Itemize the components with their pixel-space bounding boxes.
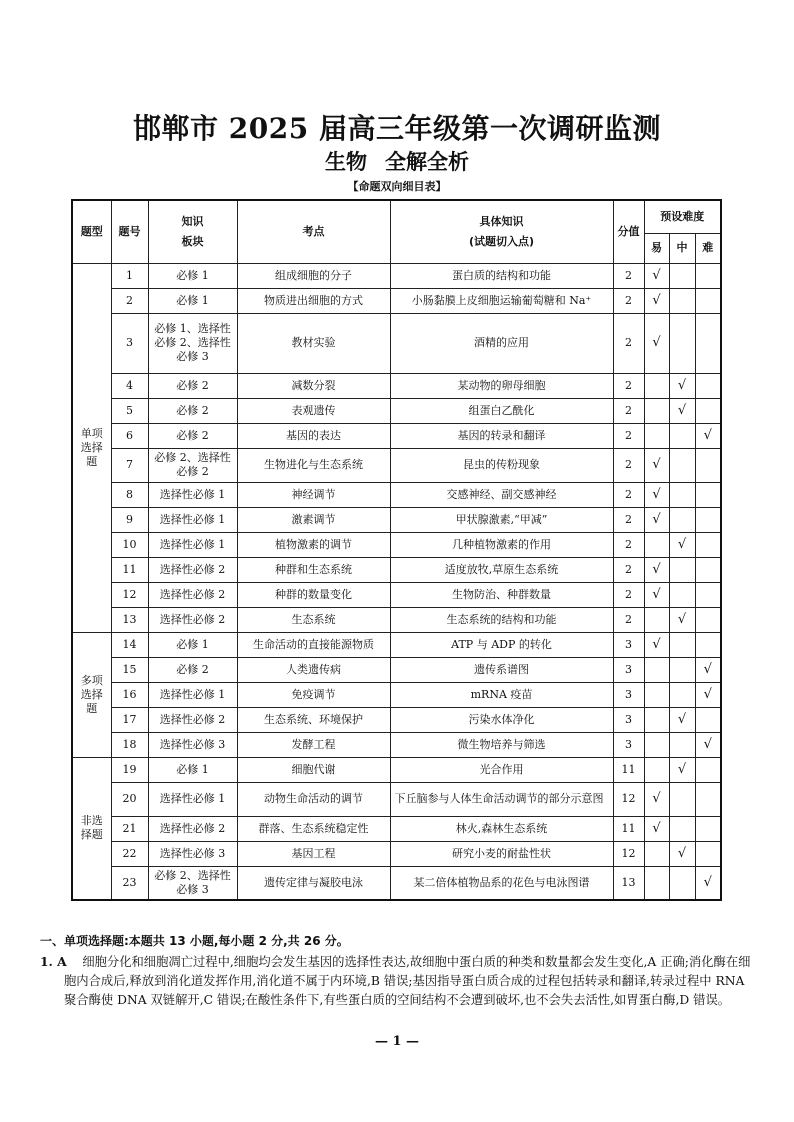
question-number: 12 xyxy=(111,582,148,607)
difficulty-hard xyxy=(695,682,721,707)
knowledge-module-line: 选择性必修 2 xyxy=(159,587,226,601)
difficulty-easy xyxy=(644,866,669,900)
section-heading: 一、单项选择题:本题共 13 小题,每小题 2 分,共 26 分。 xyxy=(40,934,349,948)
knowledge-module-line: 必修 1、选择性 xyxy=(154,322,231,335)
specific-knowledge: 适度放牧,草原生态系统 xyxy=(390,557,613,582)
difficulty-medium xyxy=(669,707,695,732)
table-row xyxy=(72,732,721,757)
specific-knowledge: 遗传系谱图 xyxy=(390,657,613,682)
difficulty-hard xyxy=(695,423,721,448)
header-knowledge-line2: (试题切入点) xyxy=(468,234,535,248)
exam-point: 群落、生态系统稳定性 xyxy=(237,816,390,841)
table-row xyxy=(72,816,721,841)
table-row xyxy=(72,841,721,866)
knowledge-module xyxy=(148,507,237,532)
difficulty-hard xyxy=(695,288,721,313)
header-module-line2: 板块 xyxy=(181,234,204,248)
check-mark-icon: √ xyxy=(677,711,687,727)
difficulty-hard xyxy=(695,398,721,423)
score-value: 2 xyxy=(613,398,644,423)
check-mark-icon: √ xyxy=(652,586,661,602)
table-row xyxy=(72,657,721,682)
knowledge-module-line: 必修 2 xyxy=(176,403,209,417)
specific-knowledge: 光合作用 xyxy=(390,757,613,782)
knowledge-module xyxy=(148,657,237,682)
specific-knowledge: 生态系统的结构和功能 xyxy=(390,607,613,632)
difficulty-easy xyxy=(644,507,669,532)
difficulty-hard xyxy=(695,732,721,757)
difficulty-easy xyxy=(644,482,669,507)
specific-knowledge: 污染水体净化 xyxy=(390,707,613,732)
difficulty-easy xyxy=(644,732,669,757)
check-mark-icon: √ xyxy=(703,686,712,702)
exam-point: 基因的表达 xyxy=(237,423,390,448)
difficulty-medium xyxy=(669,607,695,632)
header-score: 分值 xyxy=(613,200,644,263)
specific-knowledge: 林火,森林生态系统 xyxy=(390,816,613,841)
score-value: 2 xyxy=(613,448,644,482)
check-mark-icon: √ xyxy=(677,761,687,777)
exam-point: 遗传定律与凝胶电泳 xyxy=(237,866,390,900)
check-mark-icon: √ xyxy=(703,736,712,752)
question-number: 18 xyxy=(111,732,148,757)
table-caption: 【命题双向细目表】 xyxy=(347,180,447,193)
question-number: 6 xyxy=(111,423,148,448)
difficulty-medium xyxy=(669,398,695,423)
specific-knowledge: 下丘脑参与人体生命活动调节的部分示意图 xyxy=(390,782,613,816)
score-value: 2 xyxy=(613,532,644,557)
section-type-label: 选择 xyxy=(80,687,103,701)
knowledge-module xyxy=(148,398,237,423)
difficulty-hard xyxy=(695,448,721,482)
difficulty-hard xyxy=(695,482,721,507)
score-value: 2 xyxy=(613,263,644,288)
check-mark-icon: √ xyxy=(652,335,661,350)
knowledge-module-line: 选择性必修 3 xyxy=(159,737,226,751)
question-number: 10 xyxy=(111,532,148,557)
difficulty-easy xyxy=(644,607,669,632)
exam-point: 物质进出细胞的方式 xyxy=(237,288,390,313)
difficulty-hard xyxy=(695,607,721,632)
knowledge-module-line: 必修 1 xyxy=(176,268,209,282)
score-value: 2 xyxy=(613,607,644,632)
question-number: 2 xyxy=(111,288,148,313)
check-mark-icon: √ xyxy=(703,427,712,443)
section-type-cell xyxy=(72,757,111,900)
question-number: 23 xyxy=(111,866,148,900)
specific-knowledge: 蛋白质的结构和功能 xyxy=(390,263,613,288)
exam-point: 生态系统 xyxy=(237,607,390,632)
answer-text: 细胞分化和细胞凋亡过程中,细胞均会发生基因的选择性表达,故细胞中蛋白质的种类和数量都会发生变化,A 正确;消化酶在细胞内合成后,释放到消化道发挥作用,消化道不属于内环境,B 错误;基因指导蛋白质合成的过程包括转录和翻译,转录过程中 RNA 聚合酶使 DNA 双链解开,C 错误;在酸性条件下,有些蛋白质的空间结构不会遭到破坏,也不会失去活性,如胃蛋白酶,D 错误。 xyxy=(64,955,751,1008)
difficulty-easy xyxy=(644,816,669,841)
section-type-cell xyxy=(72,632,111,757)
specific-knowledge: mRNA 疫苗 xyxy=(390,682,613,707)
knowledge-module-line: 选择性必修 1 xyxy=(159,487,226,501)
specific-knowledge: 几种植物激素的作用 xyxy=(390,532,613,557)
difficulty-easy xyxy=(644,682,669,707)
header-module-line1: 知识 xyxy=(181,214,204,228)
question-number: 19 xyxy=(111,757,148,782)
difficulty-medium xyxy=(669,841,695,866)
section-type-label: 题 xyxy=(86,454,98,468)
exam-point: 植物激素的调节 xyxy=(237,532,390,557)
difficulty-easy xyxy=(644,657,669,682)
score-value: 2 xyxy=(613,557,644,582)
difficulty-medium xyxy=(669,657,695,682)
knowledge-module xyxy=(148,423,237,448)
specific-knowledge: 生物防治、种群数量 xyxy=(390,582,613,607)
difficulty-hard xyxy=(695,816,721,841)
difficulty-medium xyxy=(669,373,695,398)
difficulty-hard xyxy=(695,866,721,900)
score-value: 3 xyxy=(613,632,644,657)
score-value: 2 xyxy=(613,288,644,313)
specific-knowledge: 交感神经、副交感神经 xyxy=(390,482,613,507)
header-easy: 易 xyxy=(644,233,669,263)
check-mark-icon: √ xyxy=(652,561,661,577)
exam-point: 基因工程 xyxy=(237,841,390,866)
check-mark-icon: √ xyxy=(652,636,661,652)
difficulty-easy xyxy=(644,532,669,557)
score-value: 2 xyxy=(613,423,644,448)
knowledge-module xyxy=(148,732,237,757)
table-row xyxy=(72,682,721,707)
knowledge-module xyxy=(148,782,237,816)
knowledge-module-line: 选择性必修 3 xyxy=(159,846,226,860)
table-body xyxy=(72,263,721,900)
question-number: 14 xyxy=(111,632,148,657)
exam-point: 激素调节 xyxy=(237,507,390,532)
difficulty-easy xyxy=(644,782,669,816)
subtitle-subject: 生物 xyxy=(325,149,367,174)
exam-point: 细胞代谢 xyxy=(237,757,390,782)
difficulty-easy xyxy=(644,757,669,782)
exam-point: 发酵工程 xyxy=(237,732,390,757)
difficulty-hard xyxy=(695,707,721,732)
difficulty-medium xyxy=(669,866,695,900)
table-row xyxy=(72,373,721,398)
specific-knowledge: 昆虫的传粉现象 xyxy=(390,448,613,482)
specific-knowledge: ATP 与 ADP 的转化 xyxy=(390,632,613,657)
specific-knowledge: 某二倍体植物品系的花色与电泳图谱 xyxy=(390,866,613,900)
difficulty-easy xyxy=(644,557,669,582)
difficulty-hard xyxy=(695,632,721,657)
knowledge-module-line: 选择性必修 2 xyxy=(159,562,226,576)
check-mark-icon: √ xyxy=(677,611,687,627)
exam-point: 生态系统、环境保护 xyxy=(237,707,390,732)
difficulty-medium xyxy=(669,482,695,507)
specific-knowledge: 酒精的应用 xyxy=(390,313,613,373)
exam-point: 教材实验 xyxy=(237,313,390,373)
check-mark-icon: √ xyxy=(652,791,661,806)
knowledge-module-line: 选择性必修 1 xyxy=(159,687,226,701)
score-value: 3 xyxy=(613,657,644,682)
knowledge-module xyxy=(148,482,237,507)
check-mark-icon: √ xyxy=(677,536,687,552)
difficulty-hard xyxy=(695,373,721,398)
question-number: 13 xyxy=(111,607,148,632)
question-number: 7 xyxy=(111,448,148,482)
check-mark-icon: √ xyxy=(652,820,661,836)
header-hard: 难 xyxy=(695,233,721,263)
knowledge-module xyxy=(148,557,237,582)
header-medium: 中 xyxy=(669,233,695,263)
difficulty-easy xyxy=(644,707,669,732)
table-row xyxy=(72,507,721,532)
header-knowledge xyxy=(390,200,613,263)
exam-point: 生物进化与生态系统 xyxy=(237,448,390,482)
specification-table xyxy=(71,199,722,901)
difficulty-medium xyxy=(669,582,695,607)
header-difficulty: 预设难度 xyxy=(644,200,721,233)
exam-point: 表观遗传 xyxy=(237,398,390,423)
subtitle-kind: 全解全析 xyxy=(385,149,469,174)
knowledge-module xyxy=(148,816,237,841)
difficulty-hard xyxy=(695,841,721,866)
difficulty-easy xyxy=(644,841,669,866)
knowledge-module xyxy=(148,607,237,632)
difficulty-medium xyxy=(669,816,695,841)
table-row xyxy=(72,557,721,582)
table-row xyxy=(72,482,721,507)
knowledge-module-line: 必修 1 xyxy=(176,293,209,307)
difficulty-medium xyxy=(669,557,695,582)
difficulty-medium xyxy=(669,448,695,482)
difficulty-hard xyxy=(695,757,721,782)
difficulty-hard xyxy=(695,313,721,373)
knowledge-module-line: 选择性必修 1 xyxy=(159,512,226,526)
question-number: 21 xyxy=(111,816,148,841)
table-row xyxy=(72,707,721,732)
difficulty-easy xyxy=(644,582,669,607)
header-type: 题型 xyxy=(72,200,111,263)
header-knowledge-line1: 具体知识 xyxy=(479,214,524,228)
difficulty-easy xyxy=(644,448,669,482)
question-number: 15 xyxy=(111,657,148,682)
question-number: 1 xyxy=(111,263,148,288)
knowledge-module-line: 必修 2、选择性 xyxy=(154,451,231,464)
table-row xyxy=(72,288,721,313)
question-number: 8 xyxy=(111,482,148,507)
exam-point: 人类遗传病 xyxy=(237,657,390,682)
exam-point: 生命活动的直接能源物质 xyxy=(237,632,390,657)
table-row xyxy=(72,313,721,373)
table-row xyxy=(72,607,721,632)
specific-knowledge: 某动物的卵母细胞 xyxy=(390,373,613,398)
section-type-label: 择题 xyxy=(80,828,103,842)
difficulty-easy xyxy=(644,313,669,373)
section-type-cell xyxy=(72,263,111,632)
question-number: 16 xyxy=(111,682,148,707)
knowledge-module xyxy=(148,682,237,707)
knowledge-module-line: 选择性必修 2 xyxy=(159,821,226,835)
difficulty-hard xyxy=(695,657,721,682)
difficulty-easy xyxy=(644,632,669,657)
section-type-label: 单项 xyxy=(80,426,103,440)
score-value: 2 xyxy=(613,482,644,507)
answer-explanation xyxy=(40,952,760,1011)
difficulty-medium xyxy=(669,507,695,532)
knowledge-module-line: 必修 2 xyxy=(176,662,209,676)
check-mark-icon: √ xyxy=(703,661,712,677)
score-value: 2 xyxy=(613,507,644,532)
table-row xyxy=(72,448,721,482)
knowledge-module-line: 必修 2 xyxy=(176,465,209,478)
question-number: 4 xyxy=(111,373,148,398)
difficulty-hard xyxy=(695,507,721,532)
knowledge-module xyxy=(148,288,237,313)
table-row xyxy=(72,782,721,816)
header-number: 题号 xyxy=(111,200,148,263)
difficulty-medium xyxy=(669,423,695,448)
table-row xyxy=(72,263,721,288)
score-value: 12 xyxy=(613,782,644,816)
exam-point: 组成细胞的分子 xyxy=(237,263,390,288)
difficulty-hard xyxy=(695,557,721,582)
document-subtitle xyxy=(0,146,794,176)
score-value: 2 xyxy=(613,313,644,373)
specific-knowledge: 基因的转录和翻译 xyxy=(390,423,613,448)
score-value: 11 xyxy=(613,757,644,782)
document-title: 邯郸市 2025 届高三年级第一次调研监测 xyxy=(133,112,661,145)
difficulty-easy xyxy=(644,398,669,423)
score-value: 2 xyxy=(613,582,644,607)
knowledge-module-line: 必修 2、选择性 xyxy=(154,336,231,349)
section-type-label: 非选 xyxy=(80,814,103,828)
difficulty-easy xyxy=(644,288,669,313)
question-number: 9 xyxy=(111,507,148,532)
difficulty-easy xyxy=(644,263,669,288)
specific-knowledge: 组蛋白乙酰化 xyxy=(390,398,613,423)
knowledge-module-line: 必修 2、选择性 xyxy=(154,868,231,882)
knowledge-module-line: 选择性必修 1 xyxy=(159,792,226,805)
table-row xyxy=(72,423,721,448)
difficulty-hard xyxy=(695,263,721,288)
score-value: 3 xyxy=(613,707,644,732)
question-number: 3 xyxy=(111,313,148,373)
header-module xyxy=(148,200,237,263)
score-value: 11 xyxy=(613,816,644,841)
section-type-label: 多项 xyxy=(80,673,103,687)
knowledge-module-line: 选择性必修 2 xyxy=(159,612,226,626)
specific-knowledge: 研究小麦的耐盐性状 xyxy=(390,841,613,866)
difficulty-medium xyxy=(669,732,695,757)
table-row xyxy=(72,632,721,657)
table-row xyxy=(72,532,721,557)
knowledge-module-line: 选择性必修 1 xyxy=(159,537,226,551)
check-mark-icon: √ xyxy=(652,267,661,283)
knowledge-module xyxy=(148,373,237,398)
difficulty-hard xyxy=(695,532,721,557)
exam-point: 种群和生态系统 xyxy=(237,557,390,582)
difficulty-medium xyxy=(669,288,695,313)
knowledge-module xyxy=(148,532,237,557)
knowledge-module xyxy=(148,866,237,900)
difficulty-medium xyxy=(669,263,695,288)
score-value: 13 xyxy=(613,866,644,900)
difficulty-hard xyxy=(695,782,721,816)
specific-knowledge: 甲状腺激素,“甲减” xyxy=(390,507,613,532)
question-number: 20 xyxy=(111,782,148,816)
difficulty-medium xyxy=(669,632,695,657)
knowledge-module xyxy=(148,263,237,288)
score-value: 3 xyxy=(613,732,644,757)
knowledge-module xyxy=(148,313,237,373)
answer-label: 1. A xyxy=(40,954,67,969)
table-row xyxy=(72,398,721,423)
difficulty-easy xyxy=(644,423,669,448)
exam-point: 种群的数量变化 xyxy=(237,582,390,607)
check-mark-icon: √ xyxy=(652,292,661,308)
table-row xyxy=(72,582,721,607)
difficulty-medium xyxy=(669,682,695,707)
knowledge-module-line: 必修 1 xyxy=(176,762,209,776)
check-mark-icon: √ xyxy=(677,845,687,861)
knowledge-module-line: 必修 3 xyxy=(176,350,209,363)
knowledge-module-line: 必修 3 xyxy=(176,882,209,896)
header-point: 考点 xyxy=(237,200,390,263)
difficulty-medium xyxy=(669,757,695,782)
score-value: 2 xyxy=(613,373,644,398)
difficulty-easy xyxy=(644,373,669,398)
question-number: 11 xyxy=(111,557,148,582)
check-mark-icon: √ xyxy=(652,486,661,502)
question-number: 22 xyxy=(111,841,148,866)
question-number: 17 xyxy=(111,707,148,732)
section-type-label: 题 xyxy=(86,701,98,715)
knowledge-module xyxy=(148,448,237,482)
table-row xyxy=(72,866,721,900)
knowledge-module-line: 必修 2 xyxy=(176,378,209,392)
exam-point: 减数分裂 xyxy=(237,373,390,398)
specific-knowledge: 小肠黏膜上皮细胞运输葡萄糖和 Na⁺ xyxy=(390,288,613,313)
section-type-label: 选择 xyxy=(80,440,103,454)
knowledge-module xyxy=(148,582,237,607)
difficulty-medium xyxy=(669,313,695,373)
check-mark-icon: √ xyxy=(677,377,687,393)
score-value: 12 xyxy=(613,841,644,866)
check-mark-icon: √ xyxy=(703,874,712,890)
difficulty-medium xyxy=(669,532,695,557)
page-number: — 1 — xyxy=(374,1034,420,1049)
knowledge-module-line: 必修 2 xyxy=(176,428,209,442)
exam-point: 神经调节 xyxy=(237,482,390,507)
difficulty-medium xyxy=(669,782,695,816)
difficulty-hard xyxy=(695,582,721,607)
exam-point: 动物生命活动的调节 xyxy=(237,782,390,816)
specific-knowledge: 微生物培养与筛选 xyxy=(390,732,613,757)
score-value: 3 xyxy=(613,682,644,707)
knowledge-module xyxy=(148,707,237,732)
question-number: 5 xyxy=(111,398,148,423)
knowledge-module xyxy=(148,632,237,657)
table-row xyxy=(72,757,721,782)
knowledge-module xyxy=(148,841,237,866)
knowledge-module-line: 选择性必修 2 xyxy=(159,712,226,726)
exam-point: 免疫调节 xyxy=(237,682,390,707)
check-mark-icon: √ xyxy=(677,402,687,418)
check-mark-icon: √ xyxy=(652,457,661,472)
knowledge-module xyxy=(148,757,237,782)
check-mark-icon: √ xyxy=(652,511,661,527)
knowledge-module-line: 必修 1 xyxy=(176,637,209,651)
